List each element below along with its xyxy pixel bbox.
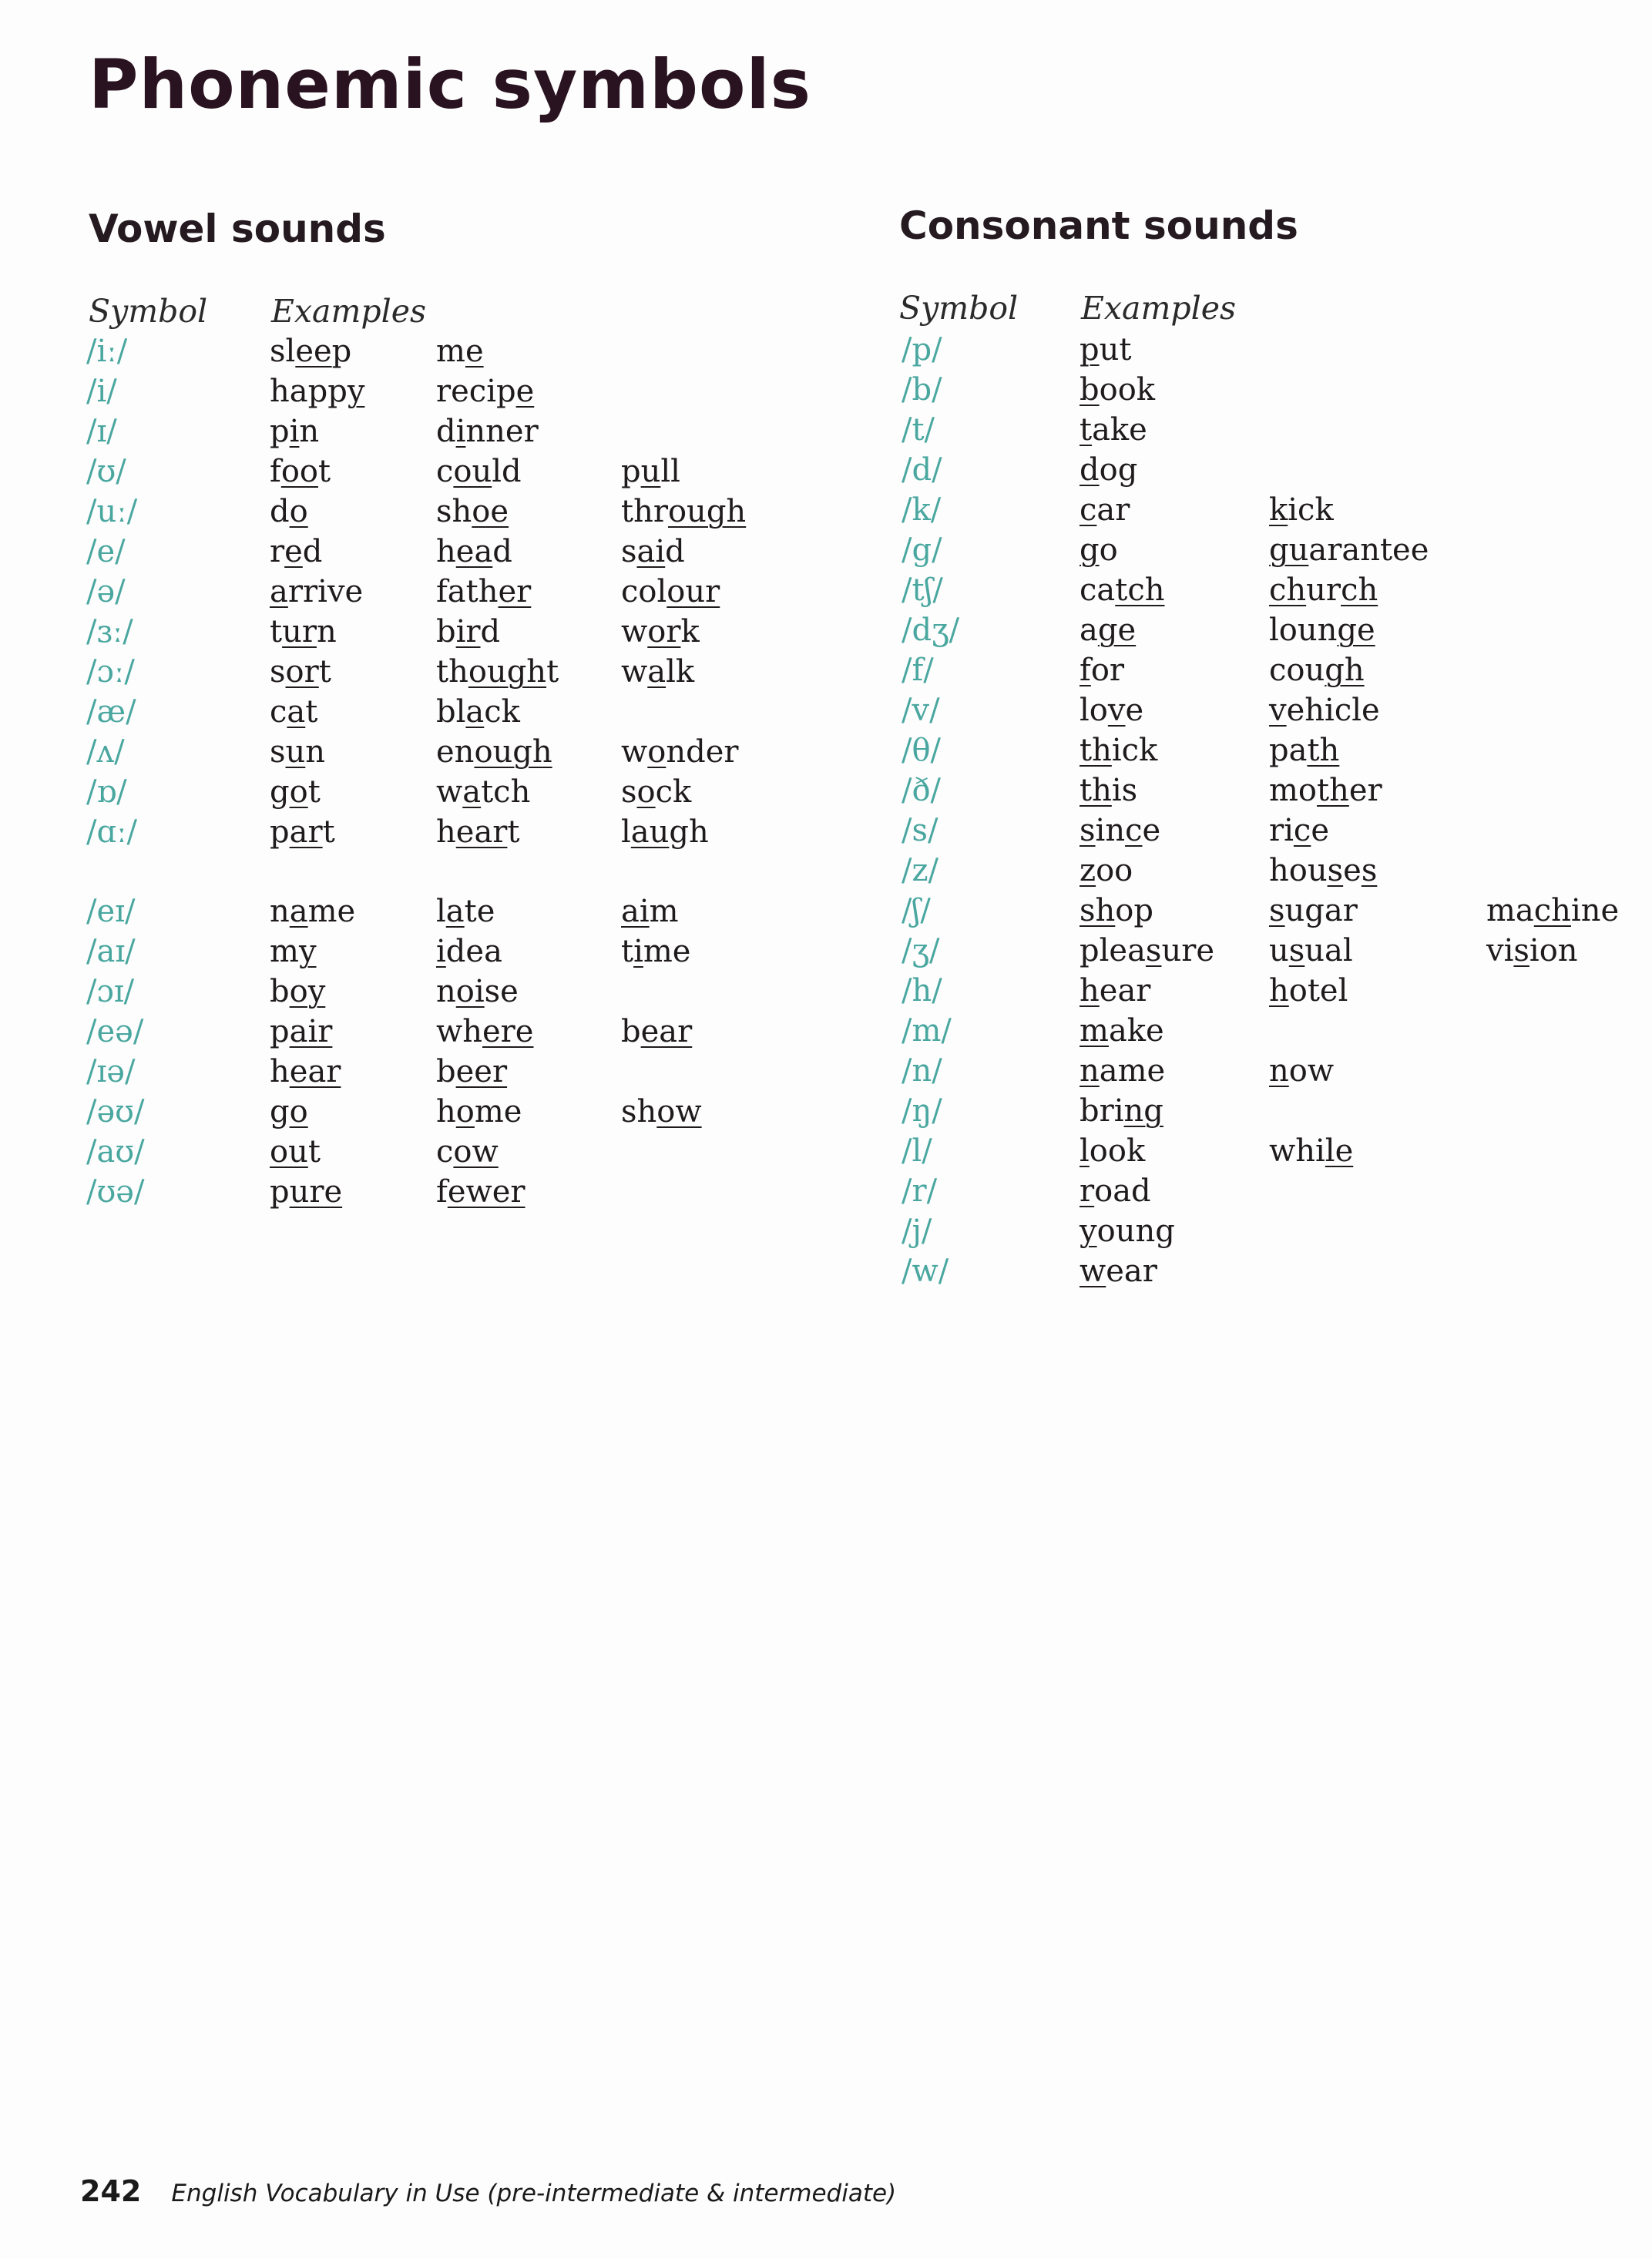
example-word: mother (1269, 773, 1382, 808)
example-word: thought (436, 654, 559, 690)
example-word: do (270, 494, 308, 529)
table-row (0, 1051, 1652, 1091)
vowel-examples-column-header: Examples (271, 293, 427, 330)
example-word: while (1269, 1133, 1354, 1169)
table-row (0, 851, 1652, 891)
example-word: bring (1080, 1093, 1163, 1129)
example-word: fewer (436, 1174, 525, 1210)
phonemic-symbol: /ʊ/ (86, 454, 126, 489)
phonemic-symbol: /dʒ/ (902, 613, 960, 648)
phonemic-symbol: /m/ (902, 1013, 952, 1049)
example-word: sun (270, 734, 326, 770)
table-row (0, 1251, 1652, 1291)
example-word: lounge (1269, 613, 1375, 648)
phonemic-symbol: /w/ (902, 1254, 949, 1289)
example-word: church (1269, 572, 1378, 608)
table-row (0, 1131, 1652, 1171)
example-word: rice (1269, 813, 1329, 848)
example-word: sock (621, 774, 692, 810)
example-word: laugh (621, 814, 709, 850)
example-word: boy (270, 974, 326, 1009)
vowel-sounds-heading: Vowel sounds (89, 206, 386, 251)
example-word: cow (436, 1134, 499, 1170)
page-number: 242 (80, 2174, 142, 2208)
example-word: black (436, 694, 520, 730)
example-word: where (436, 1014, 534, 1049)
phonemic-symbol: /z/ (902, 853, 939, 888)
example-word: go (270, 1094, 308, 1130)
example-word: since (1080, 813, 1161, 848)
example-word: book (1080, 372, 1156, 408)
phonemic-symbol: /ð/ (902, 773, 942, 808)
example-word: could (436, 454, 522, 489)
example-word: me (436, 334, 484, 369)
phonemic-symbol: /ɒ/ (86, 774, 127, 810)
phonemic-symbol: /ɔɪ/ (86, 974, 135, 1009)
example-word: sugar (1269, 893, 1358, 928)
table-row (0, 690, 1652, 730)
example-word: walk (621, 654, 695, 690)
phonemic-symbol: /s/ (902, 813, 938, 848)
example-word: path (1269, 733, 1340, 768)
vowel-symbol-column-header: Symbol (89, 293, 208, 330)
table-row (0, 1011, 1652, 1051)
phonemic-symbol: /tʃ/ (902, 572, 943, 608)
example-word: make (1080, 1013, 1164, 1049)
example-word: said (621, 534, 685, 569)
phonemic-symbol: /iː/ (86, 334, 128, 369)
example-word: dinner (436, 414, 539, 449)
table-row (0, 490, 1652, 530)
example-word: usual (1269, 933, 1353, 968)
table-row (0, 971, 1652, 1011)
phonemic-symbol: /d/ (902, 452, 942, 488)
table-row (0, 370, 1652, 410)
example-word: vision (1486, 933, 1578, 968)
phonemic-symbol: /b/ (902, 372, 942, 408)
phonemic-symbol: /aɪ/ (86, 934, 136, 969)
example-word: thick (1080, 733, 1158, 768)
example-word: hotel (1269, 973, 1348, 1009)
example-word: go (1080, 532, 1118, 568)
example-word: catch (1080, 572, 1165, 608)
table-row (0, 730, 1652, 770)
example-word: father (436, 574, 532, 609)
phonemic-symbol: /ʒ/ (902, 933, 940, 968)
phonemic-symbol: /e/ (86, 534, 126, 569)
phonemic-symbol: /ɔː/ (86, 654, 135, 690)
phonemic-symbol: /ʌ/ (86, 734, 125, 770)
phonemic-symbol: /j/ (902, 1213, 932, 1249)
example-word: sort (270, 654, 331, 690)
table-row (0, 450, 1652, 490)
phonemic-symbol: /g/ (902, 532, 942, 568)
phonemic-symbol: /ɪ/ (86, 414, 117, 449)
phonemic-symbol: /f/ (902, 653, 934, 688)
phonemic-symbol: /uː/ (86, 494, 138, 529)
phonemic-symbol: /v/ (902, 693, 940, 728)
phonemic-symbol: /ə/ (86, 574, 126, 609)
table-row (0, 570, 1652, 610)
phonemic-symbol: /p/ (902, 332, 942, 368)
example-word: dog (1080, 452, 1138, 488)
table-row (0, 530, 1652, 570)
example-word: home (436, 1094, 522, 1130)
phonemic-symbol: /i/ (86, 374, 117, 409)
table-row (0, 891, 1652, 931)
example-word: pair (270, 1014, 333, 1049)
example-word: put (1080, 332, 1132, 368)
table-row (0, 650, 1652, 690)
example-word: foot (270, 454, 331, 489)
example-word: machine (1486, 893, 1620, 928)
example-word: shoe (436, 494, 509, 529)
phonemic-symbol: /h/ (902, 973, 942, 1009)
phonemic-symbol: /ŋ/ (902, 1093, 942, 1129)
example-word: bird (436, 614, 501, 650)
example-word: hear (270, 1054, 341, 1089)
example-word: show (621, 1094, 702, 1130)
example-word: cough (1269, 653, 1365, 688)
example-word: vehicle (1269, 693, 1380, 728)
phonemic-symbol: /əʊ/ (86, 1094, 145, 1130)
table-row (0, 410, 1652, 450)
example-word: turn (270, 614, 337, 650)
phonemic-symbol: /ɪə/ (86, 1054, 136, 1089)
phonemic-symbol: /ɑː/ (86, 814, 138, 850)
example-word: noise (436, 974, 519, 1009)
table-row (0, 610, 1652, 650)
example-word: wonder (621, 734, 739, 770)
example-word: watch (436, 774, 531, 810)
consonant-symbol-column-header: Symbol (899, 290, 1019, 327)
example-word: pleasure (1080, 933, 1215, 968)
phonemic-symbol: /θ/ (902, 733, 942, 768)
phonemic-symbol: /r/ (902, 1173, 938, 1209)
example-word: car (1080, 492, 1130, 528)
book-title: English Vocabulary in Use (pre-intermediate & intermediate) (171, 2180, 897, 2207)
table-row (0, 1091, 1652, 1131)
phonemic-symbol: /ʃ/ (902, 893, 931, 928)
example-word: arrive (270, 574, 364, 609)
page-title: Phonemic symbols (89, 45, 812, 124)
table-row (0, 330, 1652, 370)
example-word: head (436, 534, 512, 569)
example-word: name (1080, 1053, 1166, 1089)
example-word: age (1080, 613, 1137, 648)
table-row (0, 931, 1652, 971)
example-word: colour (621, 574, 720, 609)
consonant-examples-column-header: Examples (1081, 290, 1237, 327)
example-word: hear (1080, 973, 1151, 1009)
example-word: recipe (436, 374, 535, 409)
example-word: pure (270, 1174, 343, 1210)
example-word: heart (436, 814, 520, 850)
example-word: shop (1080, 893, 1153, 928)
table-row (0, 1171, 1652, 1211)
example-word: got (270, 774, 321, 810)
phonemic-symbol: /æ/ (86, 694, 136, 730)
example-word: guarantee (1269, 532, 1429, 568)
example-word: idea (436, 934, 502, 969)
phonemic-symbol: /aʊ/ (86, 1134, 145, 1170)
phonemic-symbol: /l/ (902, 1133, 932, 1169)
example-word: young (1080, 1213, 1175, 1249)
example-word: through (621, 494, 747, 529)
example-word: for (1080, 653, 1125, 688)
phonemic-symbol: /ʊə/ (86, 1174, 145, 1210)
example-word: beer (436, 1054, 508, 1089)
table-row (0, 770, 1652, 811)
phonemic-symbol: /ɜː/ (86, 614, 133, 650)
phonemic-symbol: /t/ (902, 412, 935, 448)
example-word: pull (621, 454, 680, 489)
example-word: sleep (270, 334, 352, 369)
example-word: red (270, 534, 323, 569)
table-row (0, 1211, 1652, 1251)
example-word: wear (1080, 1254, 1157, 1289)
example-word: my (270, 934, 317, 969)
example-word: part (270, 814, 335, 850)
example-word: enough (436, 734, 552, 770)
example-word: happy (270, 374, 365, 409)
example-word: aim (621, 894, 679, 929)
example-word: work (621, 614, 700, 650)
phonemic-symbol: /eə/ (86, 1014, 144, 1049)
example-word: look (1080, 1133, 1146, 1169)
example-word: out (270, 1134, 321, 1170)
example-word: take (1080, 412, 1147, 448)
example-word: road (1080, 1173, 1151, 1209)
phonemic-symbol: /eɪ/ (86, 894, 136, 929)
page-footer (80, 2174, 896, 2208)
example-word: kick (1269, 492, 1334, 528)
example-word: cat (270, 694, 318, 730)
phonemic-symbol: /n/ (902, 1053, 942, 1089)
example-word: love (1080, 693, 1144, 728)
example-word: zoo (1080, 853, 1133, 888)
consonant-sounds-heading: Consonant sounds (899, 203, 1298, 248)
example-word: now (1269, 1053, 1335, 1089)
phonemic-symbol: /k/ (902, 492, 942, 528)
example-word: this (1080, 773, 1138, 808)
example-word: time (621, 934, 691, 969)
example-word: houses (1269, 853, 1378, 888)
example-word: bear (621, 1014, 693, 1049)
example-word: pin (270, 414, 320, 449)
example-word: name (270, 894, 356, 929)
table-row (0, 811, 1652, 851)
example-word: late (436, 894, 495, 929)
